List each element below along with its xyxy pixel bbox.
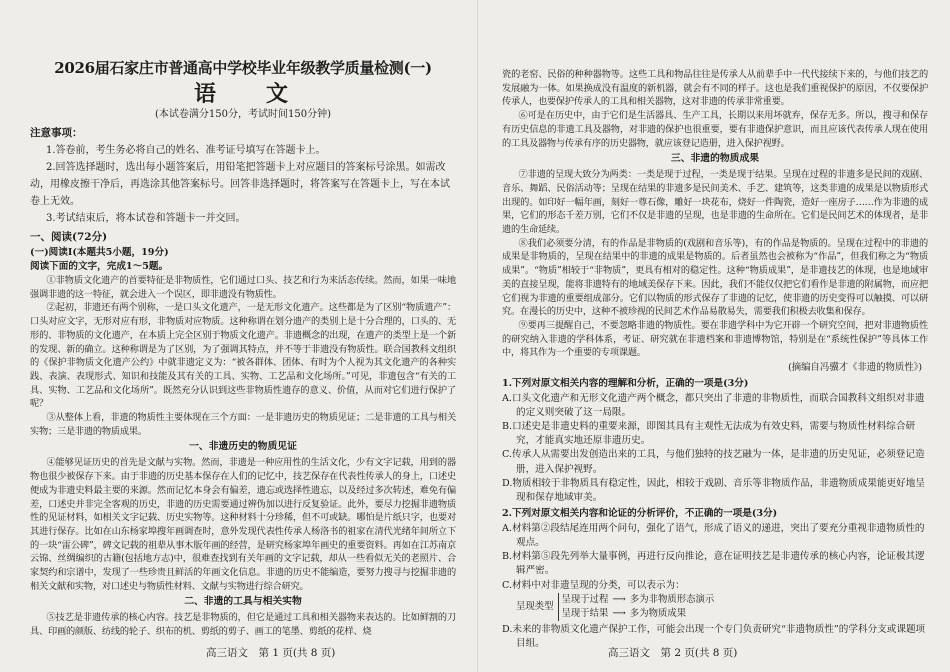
question-option: B.口述史是非遗史料的重要来源，即图其具有主观性无法成为有效史料，需要与物质性材料综合研究，才能真实地还原非遗历史。 [502,420,916,447]
question-option: C.传承人从需要出发创造出来的工具，与他们独特的技艺融为一体，是非遗的历史见证，必须登记造册，进入保护视野。 [502,449,925,475]
diagram-branches [558,593,715,621]
question-stem: 1.下列对原文相关内容的理解和分析，正确的一项是(3分) [502,378,749,390]
question-option: A.材料第②段结尾连用两个问句，强化了语气，形成了语义的递进，突出了要充分重视非遗物质性的观点。 [502,522,925,548]
passage-paragraph: ⑦非遗的呈现大致分为两类：一类是现于过程，一类是现于结果。呈现在过程的非遗多是民间的戏剧、音乐、舞蹈、民俗活动等；呈现在结果的非遗多是民间美术、手艺、建筑等，这类非遗的成果是以物质形式出现的。如印好一幅年画，刻好一尊石像，雕好一块花布，烧好一件陶瓷，造好一座房子……作为非遗的成果，它们的形态千差万别，它们不仅是非遗的呈现，也是非遗的生命所在。它们是民间艺术的体现者，是非遗的生命延续。 [502,169,928,236]
subject-title: 语 文 [193,81,302,107]
page-right [478,0,950,672]
arrow-right-icon: ⟶ [612,593,626,605]
notice-block [30,126,456,227]
passage-paragraph: ②起初，非遗还有两个别称，一是口头文化遗产，一是无形文化遗产。这些都是为了区别“物质遗产”：口头对应文字，无形对应有形，非物质对应物质。这种称谓在划分遗产的类别上是十分合理的，口头的、无形的、非物质的文化遗产，在本质上完全区别于物质文化遗产。非遗概念的出现，在遗产的类型上是一个新的发现、新的确立。这种称谓是为了区别，为了强调其特点，并不等于非遗没有物质性。联合国教科文组织的《保护非物质文化遗产公约》中就非遗定义为：“被各群体、团体、有时为个人视为其文化遗产的各种实践、表演、表现形式、知识和技能及其有关的工具、实物、工艺品和文化场所。”可见，非遗包含“有关的工具、实物、工艺品和文化场所”。既然充分认识到这些非物质性遗存的意义、价值，从而对它们进行保护了呢？ [30,302,456,410]
question-option: C.材料中对非遗呈现的分类，可以表示为： [502,579,685,591]
exam-title: 2026届石家庄市普通高中学校毕业年级教学质量检测(一) [54,59,432,77]
question-option: A.口头文化遗产和无形文化遗产两个概念，都只突出了非遗的非物质性，而联合国教科文组织对非遗的定义则突破了这一局限。 [502,392,925,418]
passage-heading: 三、非遗的物质成果 [670,153,760,165]
diagram-branch-from: 呈现于过程 [561,593,609,605]
diagram-branch [562,607,715,621]
exam-note: (本试卷满分150分，考试时间150分钟) [155,109,331,120]
page-footer-right: 高三语文 第 2 页(共 8 页) [608,647,738,659]
passage-paragraph: ①非物质文化遗产的首要特征是非物质性，它们通过口头、技艺和行为来活态传续。然而，如果一味地强调非遗的这一特征，就会进入一个误区，即非遗没有物质性。 [30,275,456,300]
classification-diagram [516,593,928,621]
passage-paragraph: ⑥可是在历史中，由于它们是生活器具、生产工具，长期以来用坏就弃，保存无多。所以，搜寻和保存有历史信息的非遗工具及器物，对非遗的保护也很重要，要有非遗保护意识，而且应该代表传承人现在使用的工具及器物与传承有序的历史器物，就应该登记造册，进入保护视野。 [502,110,928,149]
passage-paragraph: 瓷的老窑、民俗的种种器物等。这些工具和物品往往是传承人从前辈手中一代代接续下来的，与他们技艺的发展融为一体。如果换成没有温度的新机器，就会有不同的样子。这也是我们重视保护的原因，不仅要保护传承人，也要保护传承人的工具和相关器物，这对非遗的传承非常重要。 [502,69,928,108]
notice-heading: 注意事项： [30,127,83,139]
question-option: D.物质相较于非物质具有稳定性，因此，相较于戏剧、音乐等非物质作品，非遗物质成果能更好地呈现和保存地域审美。 [502,477,925,503]
passage-paragraph: ⑨要再三提醒自己，不要忽略非遗的物质性。要在非遗学科中为它开辟一个研究空间，把对非遗物质性的研究纳入非遗的学科体系，考证、研究就在非遗档案和非遗博物馆，特别是在“系统性保护”等具体工作中，将其作为一个重要的专项课题。 [502,319,928,359]
question-option: B.材料第⑤段先列举大量事例，再进行反向推论，意在证明技艺是非遗传承的核心内容，论证极其逻辑严密。 [502,551,925,577]
diagram-branch [562,593,715,607]
question-option: D.未来的非物质文化遗产保护工作，可能会出现一个专门负责研究“非遗物质性”的学科分支或课题项目组。 [502,623,926,649]
section-heading: 一、阅读(72分) [30,231,108,243]
notice-item: 3.考试结束后，将本试卷和答题卡一并交回。 [46,213,246,224]
diagram-branch-to: 多为非物质形态演示 [629,593,715,605]
diagram-branch-from: 呈现于结果 [561,607,609,619]
section-sub-heading: (一)阅读Ⅰ(本题共5小题，19分) [30,247,169,258]
notice-item: 1.答卷前，考生务必将自己的姓名、准考证号填写在答题卡上。 [46,145,326,156]
diagram-root-label: 呈现类型 [516,600,554,612]
passage-heading: 二、非遗的工具与相关实物 [184,596,302,608]
passage-heading: 一、非遗历史的物质见证 [189,441,297,453]
passage-paragraph: ⑤技艺是非遗传承的核心内容。技艺是非物质的，但它是通过工具和相关器物来表达的。比如鲜割的刀具、印画的颜版、纺线的轮子、织布的机、剪纸的剪子、画工的笔墨、剪纸的花样、烧 [30,612,456,638]
notice-item: 2.回答选择题时，选出每小题答案后，用铅笔把答题卡上对应题目的答案标号涂黑。如需改动，用橡皮擦干净后，再选涂其他答案标号。回答非选择题时，将答案写在答题卡上，写在本试卷上无效。 [30,162,450,207]
passage-paragraph: ⑧我们必须要分清，有的作品是非物质的(戏剧和音乐等)，有的作品是物质的。呈现在过程中的非遗的成果是非物质的，呈现在结果中的非遗的成果是物质的。后者虽然也会被称为“作品”，但我们称之为“物质成果”。“物质”相较于“非物质”，更具有相对的稳定性。这种“物质成果”，是非遗技艺的体现，也是地域审美的直接呈现，能将非遗特有的地域美保存下来。因此，我们不能仅仅把它们看作是非遗的附属物，而应把它们视为非遗的重要组成部分。它们以物质的形式保存了非遗的记忆，使非遗的历史变得可以触摸、可以研究。在漫长的历史中，这种不被珍视的民间艺术作品易散易失，需要我们积极去收集和保存。 [502,237,928,318]
page-footer-left: 高三语文 第 1 页(共 8 页) [206,647,336,659]
diagram-branch-to: 多为物质成果 [629,607,687,619]
passage-paragraph: ③从整体上看，非遗的物质性主要体现在三个方面：一是非遗历史的物质见证；二是非遗的工具与相关实物；三是非遗的物质成果。 [30,412,456,437]
question-stem: 2.下列对原文相关内容和论证的分析评价，不正确的一项是(3分) [502,508,778,520]
arrow-right-icon: ⟶ [612,607,626,619]
section-instruction: 阅读下面的文字，完成1～5题。 [30,261,169,272]
passage-paragraph: ④能够见证历史的首先是文献与实物。然而，非遗是一种应用性的生活文化，少有文字记载，用到的器物也很少被保存下来。由于非遗的历史基本保存在人们的记忆中，技艺保存在代表性传承人的身上，口述史便成为非遗史料最主要的来源。然而记忆本身会有偏差，遗忘或选择性遗忘，以及经过多次转述，难免有偏差，口述史并非完全客观的历史，非遗的历史需要通过辨伪加以进行反复验证。此外，要尽力挖掘非遗物质性的见证材料，如相关文字记载、历史实物等。这种材料十分珍稀，但不可或缺。哪怕是片纸只字，也要对其进行保存。比如在山东杨家埠搜年画调查时，意外发现代表性传承人杨洛书的祖家在清代光绪年间所立下的一块“雷公碑”，碑文记载的祖辈从事木版年画的经营，是研究杨家埠年画史的重要资料。再如在江苏南京云锦、丝绸编织的古籍(包括地方志)中，很难查找到有关年画的文字记载，却从一些看似无关的老照片、合家契约和宗谱中，发现了一些珍贵且鲜活的年画文化信息。非遗的历史不能编造，要努力搜寻与挖掘非遗的相关文献和实物，对口述史与物质性材料、文献与实物进行综合研究。 [30,457,456,592]
passage-source: (摘编自冯骥才《非遗的物质性》) [788,362,922,374]
